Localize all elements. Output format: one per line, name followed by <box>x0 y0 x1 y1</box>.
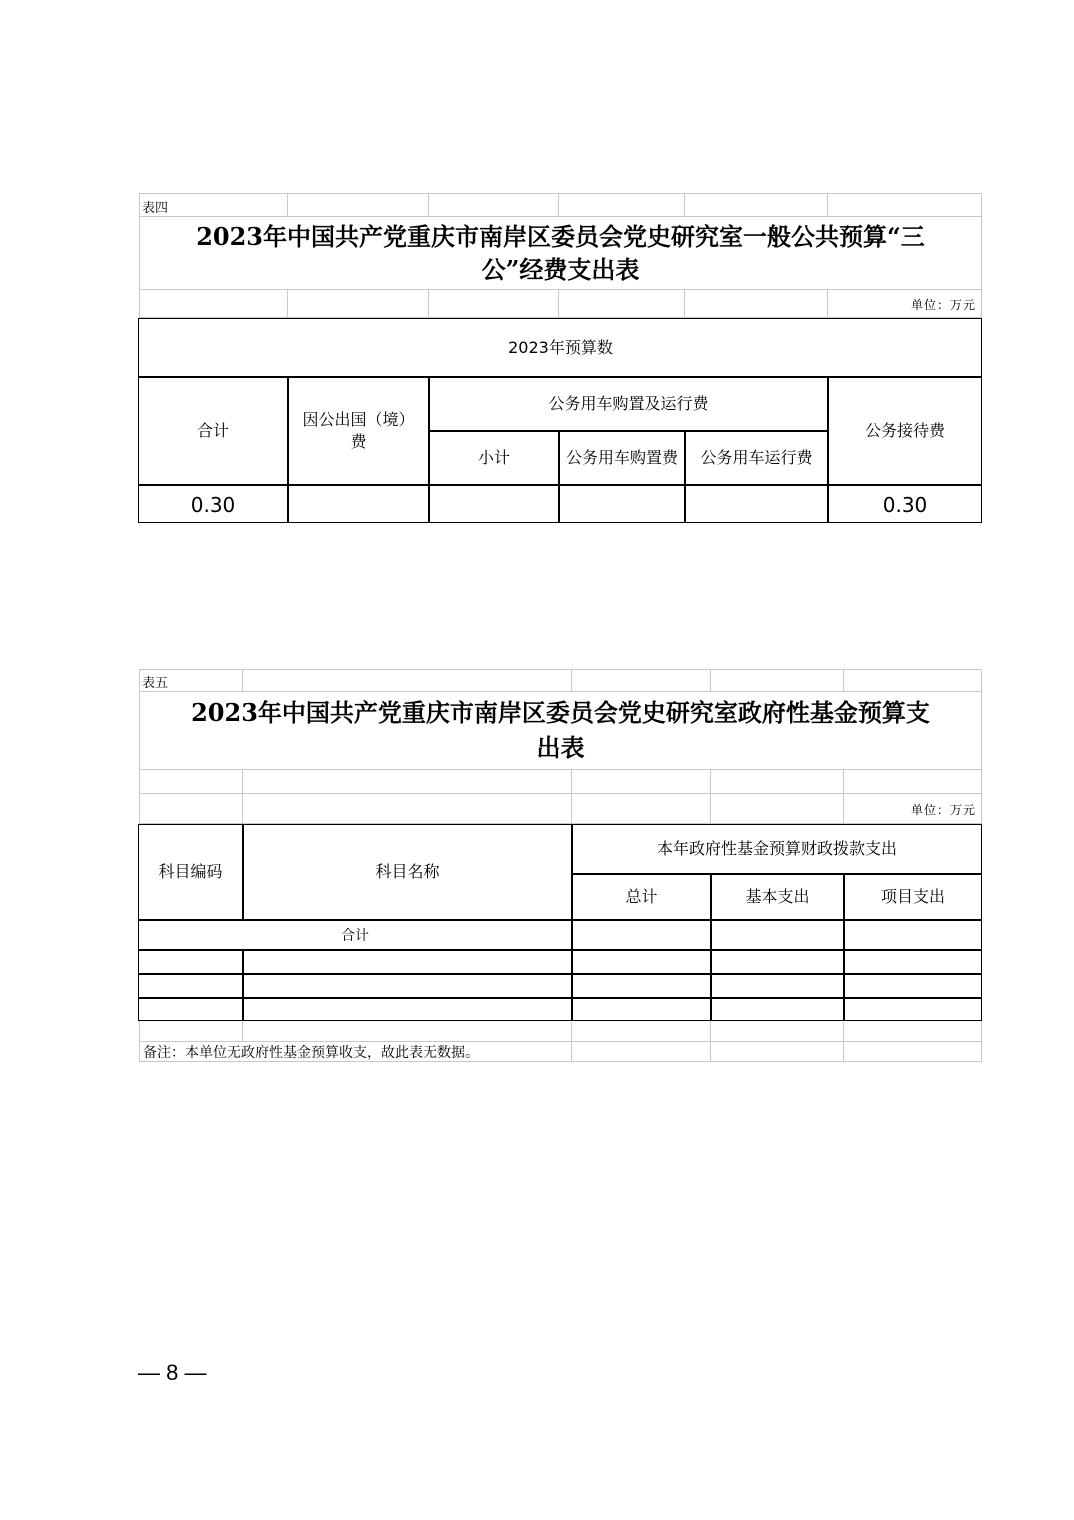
page-number: — 8 — <box>138 1360 207 1385</box>
table-title-line-1: 2023年中国共产党重庆市南岸区委员会党史研究室政府性基金预算支 <box>191 698 930 727</box>
col-reception: 公务接待费 <box>864 420 945 440</box>
table-title-line-1: 2023年中国共产党重庆市南岸区委员会党史研究室一般公共预算“三 <box>196 222 925 251</box>
table-label: 表四 <box>142 200 169 216</box>
col-group: 本年政府性基金预算财政拨款支出 <box>656 839 897 858</box>
col-vehicle-purchase: 公务用车购置费 <box>566 447 679 467</box>
row-total-label: 合计 <box>341 927 369 944</box>
table-note: 备注：本单位无政府性基金预算收支，故此表无数据。 <box>143 1045 479 1061</box>
table-title-line-2: 出表 <box>536 733 585 762</box>
col-abroad: 因公出国（境）费 <box>302 409 415 451</box>
col-total: 合计 <box>196 420 229 440</box>
col-vehicle-operation: 公务用车运行费 <box>700 447 813 467</box>
col-project: 项目支出 <box>880 886 945 906</box>
unit-label: 单位：万元 <box>910 297 976 312</box>
budget-header: 2023年预算数 <box>508 337 613 357</box>
unit-label: 单位：万元 <box>910 802 976 817</box>
value-subtotal <box>430 486 558 523</box>
value-reception: 0.30 <box>882 492 928 517</box>
value-total: 0.30 <box>190 492 236 517</box>
col-vehicle-group: 公务用车购置及运行费 <box>548 393 709 413</box>
col-total: 总计 <box>625 886 658 906</box>
table-title-line-2: 公”经费支出表 <box>481 255 640 284</box>
value-abroad <box>289 486 428 523</box>
table-label: 表五 <box>142 675 169 691</box>
col-name: 科目名称 <box>375 862 440 881</box>
col-basic: 基本支出 <box>745 886 810 906</box>
value-vehicle-purchase <box>560 486 684 523</box>
col-code: 科目编码 <box>158 862 223 881</box>
value-vehicle-operation <box>686 486 827 523</box>
col-subtotal: 小计 <box>477 447 510 467</box>
